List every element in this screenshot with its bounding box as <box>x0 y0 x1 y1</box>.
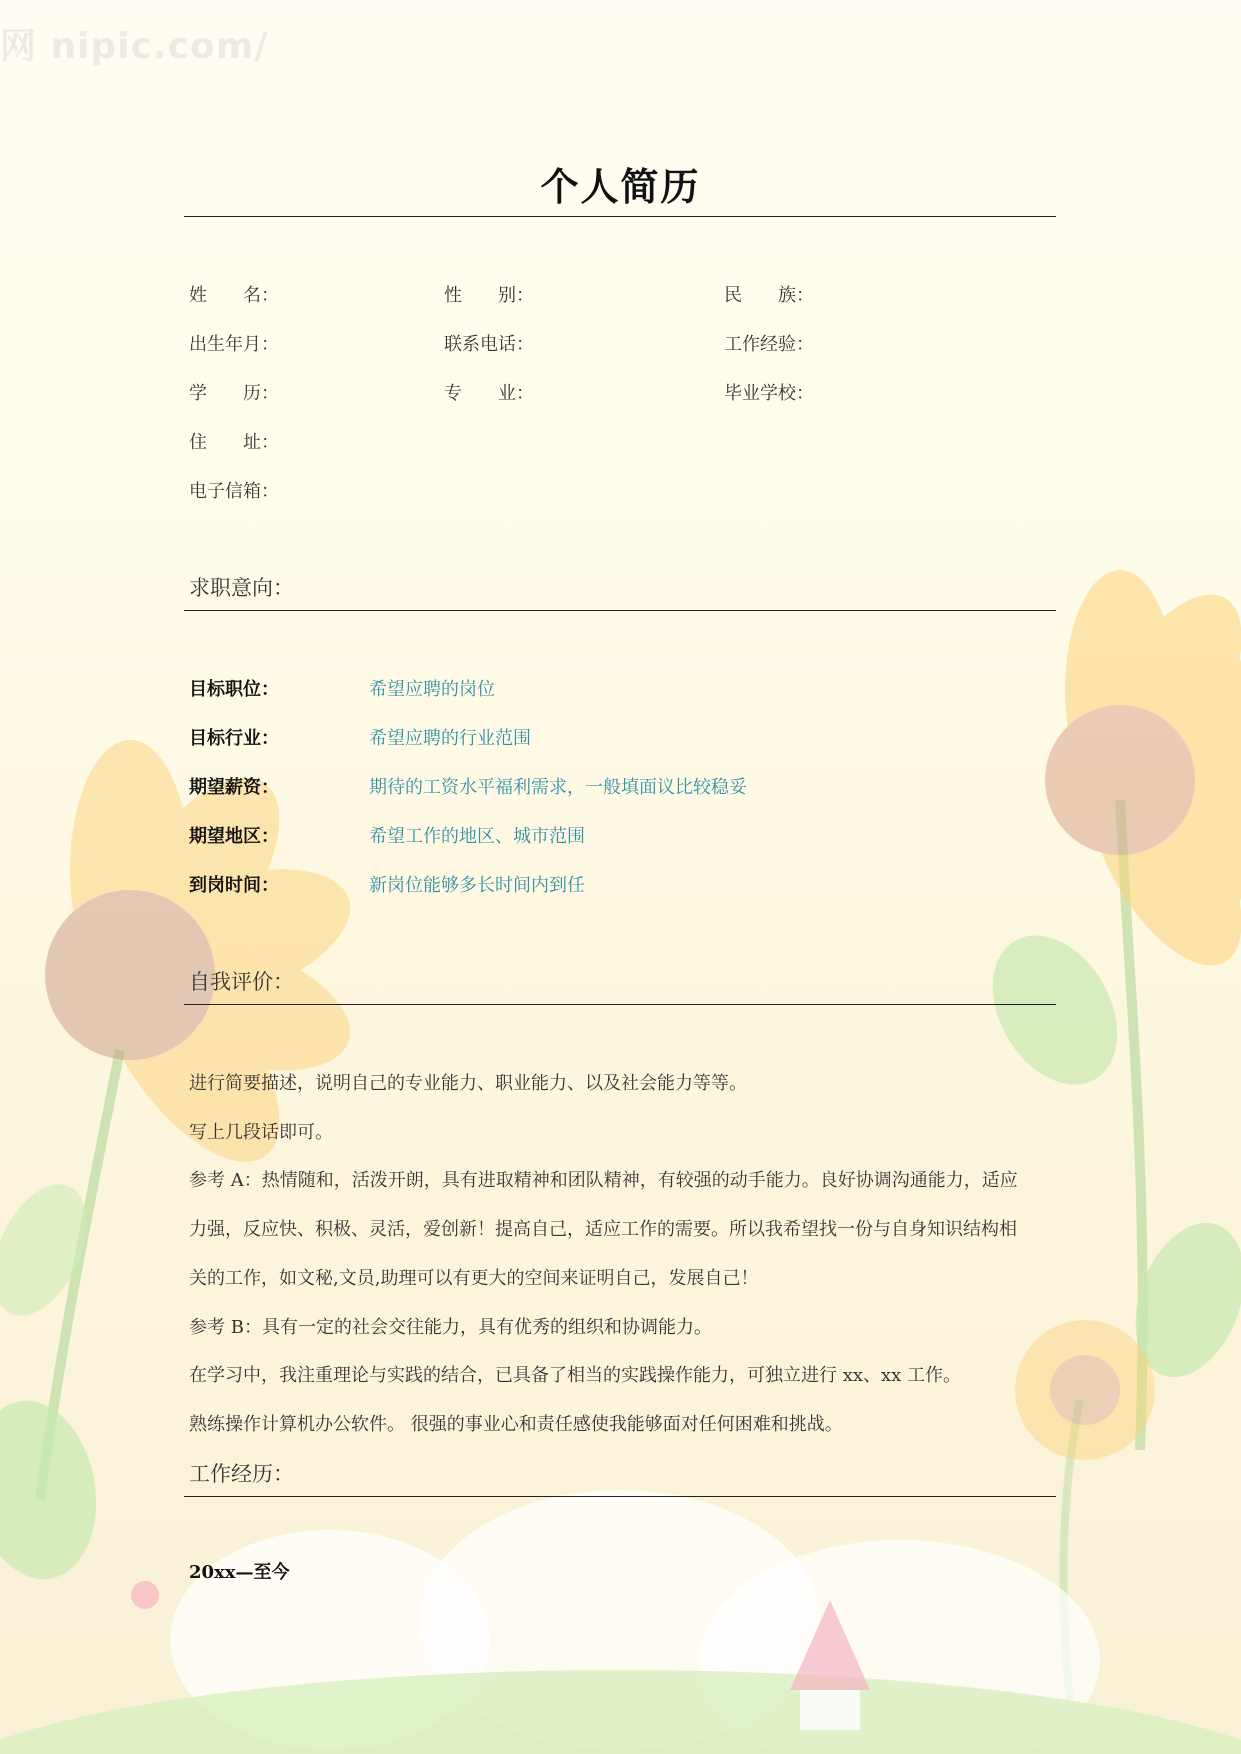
school-label: 毕业学校： <box>724 383 814 404</box>
watermark: 网 nipic.com/ <box>0 26 269 67</box>
self-evaluation-divider <box>184 1004 1056 1005</box>
gender-label: 性 别： <box>444 285 534 306</box>
self-evaluation-line: 进行简要描述，说明自己的专业能力、职业能力、以及社会能力等等。 <box>189 1073 747 1094</box>
birthdate-label: 出生年月： <box>189 334 279 355</box>
address-label: 住 址： <box>189 432 279 453</box>
phone-label: 联系电话： <box>444 334 534 355</box>
ethnicity-label: 民 族： <box>724 285 814 306</box>
self-evaluation-line: 在学习中，我注重理论与实践的结合，已具备了相当的实践操作能力，可独立进行 xx、xx 工作。 <box>189 1365 962 1386</box>
education-label: 学 历： <box>189 383 279 404</box>
target-position-label: 目标职位： <box>189 679 279 700</box>
work-experience-divider <box>184 1496 1056 1497</box>
page-title: 个人简历 <box>540 164 701 209</box>
expected-region-label: 期望地区： <box>189 826 279 847</box>
self-evaluation-line: 熟练操作计算机办公软件。 很强的事业心和责任感使我能够面对任何困难和挑战。 <box>189 1414 843 1435</box>
self-evaluation-line: 写上几段话即可。 <box>189 1122 333 1143</box>
self-evaluation-line: 参考 B：具有一定的社会交往能力，具有优秀的组织和协调能力。 <box>189 1317 712 1338</box>
self-evaluation-line: 力强，反应快、积极、灵活，爱创新！提高自己，适应工作的需要。所以我希望找一份与自身知识结构相 <box>189 1219 1017 1240</box>
target-industry-label: 目标行业： <box>189 728 279 749</box>
self-evaluation-line: 关的工作，如文秘,文员,助理可以有更大的空间来证明自己，发展自己！ <box>189 1268 759 1289</box>
name-label: 姓 名： <box>189 285 279 306</box>
expected-region-value: 希望工作的地区、城市范围 <box>369 826 585 847</box>
title-divider <box>184 216 1056 217</box>
work-period: 20xx—至今 <box>189 1562 290 1583</box>
target-industry-value: 希望应聘的行业范围 <box>369 728 531 749</box>
job-intention-divider <box>184 610 1056 611</box>
self-evaluation-heading: 自我评价： <box>189 970 294 994</box>
job-intention-heading: 求职意向： <box>189 576 294 600</box>
expected-salary-value: 期待的工资水平福利需求，一般填面议比较稳妥 <box>369 777 747 798</box>
start-time-value: 新岗位能够多长时间内到任 <box>369 875 585 896</box>
target-position-value: 希望应聘的岗位 <box>369 679 495 700</box>
start-time-label: 到岗时间： <box>189 875 279 896</box>
expected-salary-label: 期望薪资： <box>189 777 279 798</box>
major-label: 专 业： <box>444 383 534 404</box>
experience-label: 工作经验： <box>724 334 814 355</box>
email-label: 电子信箱： <box>189 481 279 502</box>
work-experience-heading: 工作经历： <box>189 1462 294 1486</box>
self-evaluation-line: 参考 A：热情随和，活泼开朗，具有进取精神和团队精神，有较强的动手能力。良好协调沟通能力，适应 <box>189 1170 1018 1191</box>
